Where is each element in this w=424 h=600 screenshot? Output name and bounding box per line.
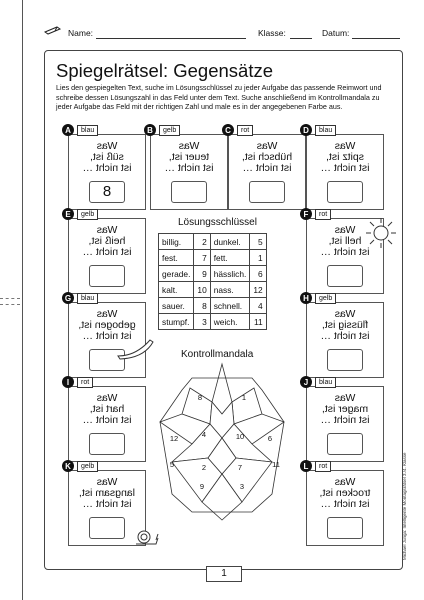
name-label: Name: bbox=[68, 28, 94, 38]
answer-box[interactable] bbox=[327, 349, 363, 371]
card-letter: J bbox=[300, 376, 312, 388]
key-number: 5 bbox=[250, 234, 266, 250]
mirrored-line: ist nicht … bbox=[320, 414, 370, 426]
key-row bbox=[159, 234, 267, 250]
card-color: rot bbox=[77, 377, 93, 388]
key-number: 11 bbox=[250, 314, 266, 330]
name-field[interactable] bbox=[96, 38, 246, 39]
banana-icon bbox=[116, 336, 156, 360]
mirrored-line: hell ist, bbox=[328, 235, 362, 247]
card-letter: H bbox=[300, 292, 312, 304]
mandala-number: 10 bbox=[235, 432, 245, 441]
footer-credit: Michael Junga: Intelligente Montagsrätsel 3./4. Klasse bbox=[402, 452, 407, 560]
mirrored-line: ist nicht … bbox=[320, 162, 370, 174]
key-number: 8 bbox=[194, 298, 210, 314]
mirrored-line: ist nicht … bbox=[320, 246, 370, 258]
key-row bbox=[159, 266, 267, 282]
card-letter: L bbox=[300, 460, 312, 472]
key-word: dunkel. bbox=[210, 234, 250, 250]
card-color: blau bbox=[77, 293, 98, 304]
key-row bbox=[159, 250, 267, 266]
card-color: gelb bbox=[77, 209, 98, 220]
puzzle-card bbox=[228, 134, 306, 210]
key-number: 10 bbox=[194, 282, 210, 298]
mirrored-line: Was bbox=[334, 392, 356, 404]
card-tag bbox=[144, 124, 180, 136]
card-color: rot bbox=[315, 461, 331, 472]
mandala-number: 4 bbox=[201, 430, 207, 439]
key-word: stumpf. bbox=[159, 314, 194, 330]
card-letter: D bbox=[300, 124, 312, 136]
key-number: 6 bbox=[250, 266, 266, 282]
mirrored-line: spitz ist, bbox=[326, 151, 364, 163]
answer-box[interactable] bbox=[89, 265, 125, 287]
answer-box[interactable] bbox=[89, 433, 125, 455]
mandala-number: 1 bbox=[241, 393, 247, 402]
card-color: gelb bbox=[315, 293, 336, 304]
puzzle-card bbox=[68, 386, 146, 462]
card-color: rot bbox=[315, 209, 331, 220]
sun-icon bbox=[364, 216, 398, 250]
card-color: gelb bbox=[159, 125, 180, 136]
card-tag bbox=[300, 460, 331, 472]
card-letter: G bbox=[62, 292, 74, 304]
key-word: sauer. bbox=[159, 298, 194, 314]
mirrored-text bbox=[307, 141, 383, 174]
answer-box[interactable] bbox=[327, 433, 363, 455]
puzzle-card bbox=[306, 134, 384, 210]
date-label: Datum: bbox=[322, 28, 350, 38]
key-number: 3 bbox=[194, 314, 210, 330]
mirrored-line: süß ist, bbox=[90, 151, 124, 163]
mirrored-line: mager ist, bbox=[321, 403, 369, 415]
key-number: 12 bbox=[250, 282, 266, 298]
card-color: rot bbox=[237, 125, 253, 136]
card-tag bbox=[62, 376, 93, 388]
mirrored-text bbox=[69, 225, 145, 258]
card-letter: B bbox=[144, 124, 156, 136]
mandala-number: 8 bbox=[197, 393, 203, 402]
mirrored-line: hübsch ist, bbox=[241, 151, 293, 163]
key-number: 9 bbox=[194, 266, 210, 282]
mirrored-line: trocken ist, bbox=[319, 487, 371, 499]
key-word: nass. bbox=[210, 282, 250, 298]
card-color: gelb bbox=[77, 461, 98, 472]
answer-box[interactable] bbox=[327, 181, 363, 203]
mirrored-line: flüssig ist, bbox=[321, 319, 369, 331]
mirrored-text bbox=[69, 477, 145, 510]
answer-box[interactable] bbox=[327, 517, 363, 539]
mirrored-line: ist nicht … bbox=[82, 498, 132, 510]
card-tag bbox=[300, 124, 336, 136]
key-row bbox=[159, 298, 267, 314]
punch-guide-bottom bbox=[0, 304, 20, 305]
page-title: Spiegelrätsel: Gegensätze bbox=[56, 60, 273, 81]
card-color: blau bbox=[77, 125, 98, 136]
mirrored-line: Was bbox=[334, 140, 356, 152]
mandala-number: 3 bbox=[239, 482, 245, 491]
answer-box[interactable] bbox=[89, 517, 125, 539]
mirrored-line: ist nicht … bbox=[82, 246, 132, 258]
mirrored-line: Was bbox=[96, 224, 118, 236]
card-tag bbox=[222, 124, 253, 136]
puzzle-card bbox=[68, 134, 146, 210]
instructions: Lies den gespiegelten Text, suche im Lösungsschlüssel zu jeder Aufgabe das passende Reimwort und schreibe dessen Lösungszahl in das Feld unter dem Text. Suche anschließend im Kontrollmandala zu jeder Aufgabe das Feld mit der richtigen Zahl und male es in der angegebenen Farbe aus. bbox=[56, 83, 382, 112]
pencil-icon bbox=[44, 26, 62, 36]
key-title: Lösungsschlüssel bbox=[178, 217, 257, 228]
puzzle-card bbox=[306, 302, 384, 378]
mirrored-line: Was bbox=[96, 392, 118, 404]
mandala-number: 6 bbox=[267, 434, 273, 443]
solution-key-table bbox=[158, 233, 267, 330]
mirrored-line: Was bbox=[334, 224, 356, 236]
mirrored-text bbox=[151, 141, 227, 174]
mirrored-line: ist nicht … bbox=[164, 162, 214, 174]
mirrored-text bbox=[307, 309, 383, 342]
key-number: 4 bbox=[250, 298, 266, 314]
mandala-number: 11 bbox=[272, 460, 280, 469]
page-number: 1 bbox=[221, 568, 227, 579]
mirrored-line: ist nicht … bbox=[82, 162, 132, 174]
mirrored-line: heiß ist, bbox=[88, 235, 126, 247]
card-tag bbox=[62, 208, 98, 220]
card-letter: F bbox=[300, 208, 312, 220]
card-tag bbox=[62, 292, 98, 304]
class-label: Klasse: bbox=[258, 28, 286, 38]
key-number: 1 bbox=[250, 250, 266, 266]
punch-guide-top bbox=[0, 298, 20, 299]
card-color: blau bbox=[315, 125, 336, 136]
mandala-number: 12 bbox=[169, 434, 179, 443]
mirrored-line: Was bbox=[256, 140, 278, 152]
card-letter: A bbox=[62, 124, 74, 136]
mirrored-line: ist nicht … bbox=[82, 414, 132, 426]
mirrored-line: ist nicht … bbox=[82, 330, 132, 342]
mirrored-line: Was bbox=[334, 476, 356, 488]
key-word: fest. bbox=[159, 250, 194, 266]
control-mandala bbox=[152, 362, 292, 522]
mirrored-text bbox=[307, 393, 383, 426]
key-word: schnell. bbox=[210, 298, 250, 314]
mirrored-line: ist nicht … bbox=[320, 498, 370, 510]
mirrored-line: Was bbox=[96, 140, 118, 152]
key-number: 2 bbox=[194, 234, 210, 250]
card-letter: C bbox=[222, 124, 234, 136]
card-tag bbox=[300, 292, 336, 304]
card-tag bbox=[300, 208, 331, 220]
snail-icon bbox=[134, 528, 160, 546]
card-color: blau bbox=[315, 377, 336, 388]
mirrored-line: Was bbox=[96, 476, 118, 488]
puzzle-card bbox=[150, 134, 228, 210]
puzzle-card bbox=[306, 386, 384, 462]
key-word: kalt. bbox=[159, 282, 194, 298]
answer-box[interactable] bbox=[249, 181, 285, 203]
mandala-number: 9 bbox=[199, 482, 205, 491]
mirrored-line: gebogen ist, bbox=[78, 319, 136, 331]
mirrored-line: ist nicht … bbox=[320, 330, 370, 342]
mirrored-line: Was bbox=[178, 140, 200, 152]
key-word: gerade. bbox=[159, 266, 194, 282]
card-letter: E bbox=[62, 208, 74, 220]
card-tag bbox=[62, 124, 98, 136]
answer-box[interactable] bbox=[171, 181, 207, 203]
key-number: 7 bbox=[194, 250, 210, 266]
date-field[interactable] bbox=[352, 38, 400, 39]
mirrored-line: hart ist, bbox=[89, 403, 125, 415]
puzzle-card bbox=[306, 470, 384, 546]
key-word: weich. bbox=[210, 314, 250, 330]
card-letter: K bbox=[62, 460, 74, 472]
mirrored-text bbox=[69, 141, 145, 174]
mirrored-line: Was bbox=[96, 308, 118, 320]
key-word: fett. bbox=[210, 250, 250, 266]
card-tag bbox=[62, 460, 98, 472]
mirrored-text bbox=[69, 393, 145, 426]
mandala-number: 7 bbox=[237, 463, 243, 472]
card-tag bbox=[300, 376, 336, 388]
answer-box[interactable] bbox=[327, 265, 363, 287]
mandala-title: Kontrollmandala bbox=[181, 349, 254, 360]
mirrored-line: ist nicht … bbox=[242, 162, 292, 174]
key-word: hässlich. bbox=[210, 266, 250, 282]
card-letter: I bbox=[62, 376, 74, 388]
key-row bbox=[159, 282, 267, 298]
mirrored-text bbox=[229, 141, 305, 174]
class-field[interactable] bbox=[290, 38, 312, 39]
mirrored-line: langsam ist, bbox=[78, 487, 136, 499]
binding-line bbox=[22, 0, 23, 600]
mandala-number: 2 bbox=[201, 463, 207, 472]
page-number-box bbox=[206, 566, 242, 582]
mirrored-line: teuer ist, bbox=[168, 151, 210, 163]
mirrored-text bbox=[307, 477, 383, 510]
key-row bbox=[159, 314, 267, 330]
puzzle-card bbox=[68, 218, 146, 294]
key-word: billig. bbox=[159, 234, 194, 250]
answer-box[interactable]: 8 bbox=[89, 181, 125, 203]
mirrored-line: Was bbox=[334, 308, 356, 320]
mandala-number: 5 bbox=[169, 460, 175, 469]
